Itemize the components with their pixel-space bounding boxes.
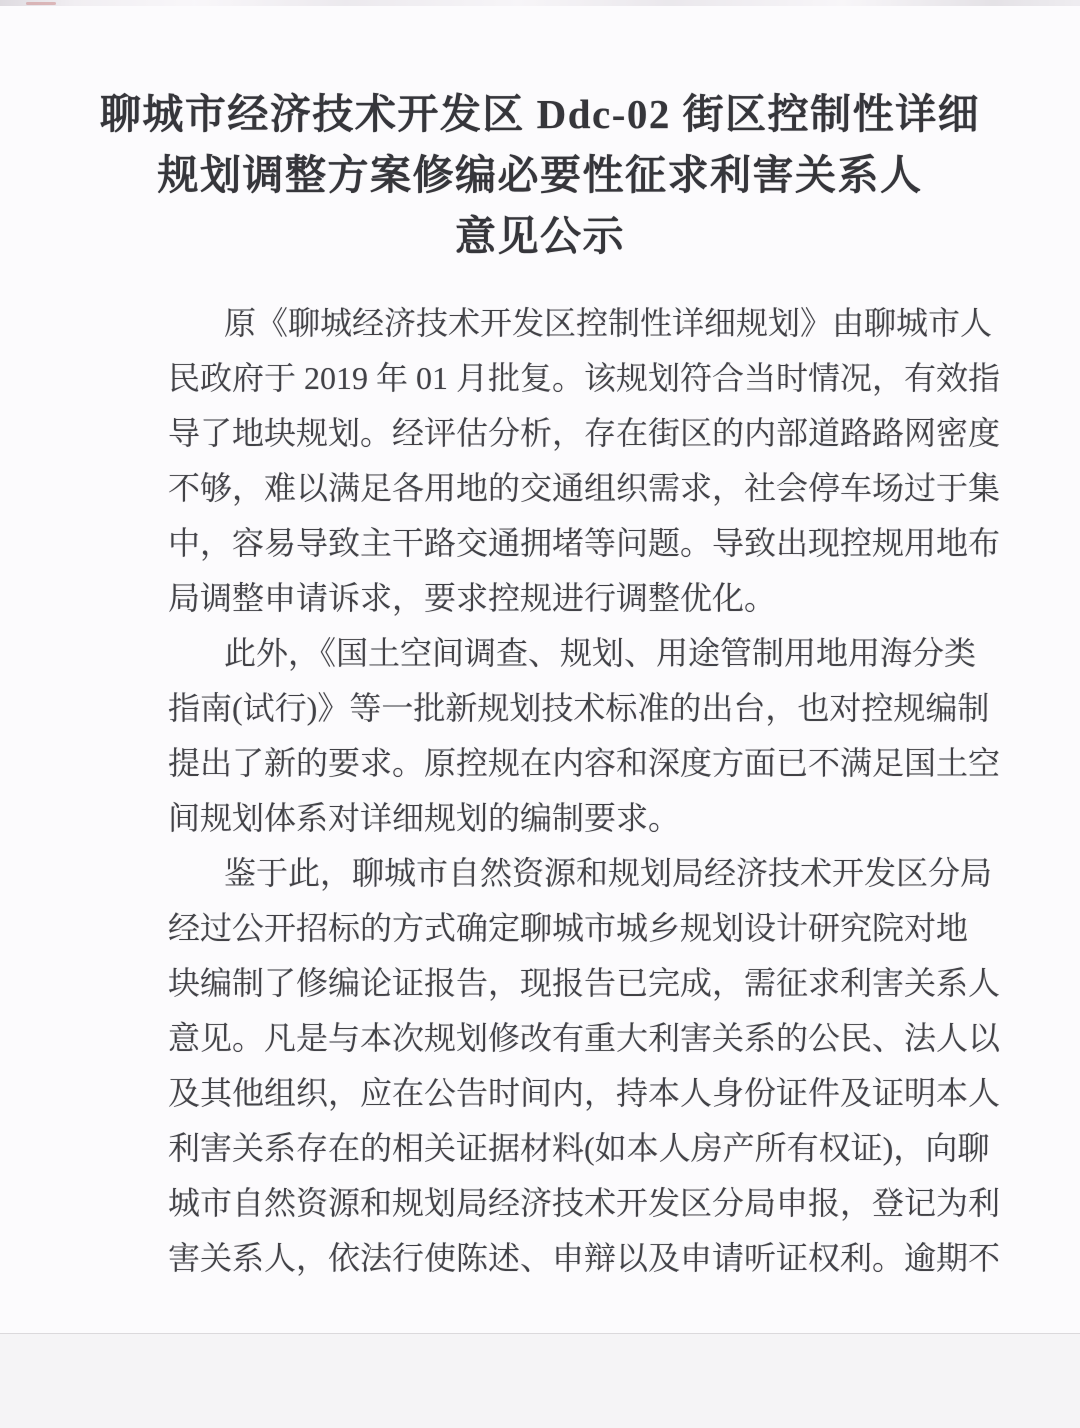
- text-line: 中，容易导致主干路交通拥堵等问题。导致出现控规用地布: [168, 525, 1001, 561]
- paragraph-1: [168, 296, 1001, 626]
- text-line: 害关系人，依法行使陈述、申辩以及申请听证权利。逾期不: [168, 1240, 1001, 1276]
- text-line: 此外，《国土空间调查、规划、用途管制用地用海分类: [224, 635, 977, 671]
- text-line: 间规划体系对详细规划的编制要求。: [168, 800, 681, 836]
- paragraph-3: [168, 846, 1001, 1286]
- document-body: [168, 296, 1001, 1286]
- paragraph-2: [168, 626, 1001, 846]
- text-line: 提出了新的要求。原控规在内容和深度方面已不满足国土空: [168, 745, 1001, 781]
- title-line-2: 规划调整方案修编必要性征求利害关系人: [157, 152, 923, 198]
- text-line: 导了地块规划。经评估分析，存在街区的内部道路路网密度: [168, 415, 1001, 451]
- text-line: 经过公开招标的方式确定聊城市城乡规划设计研究院对地: [168, 910, 969, 946]
- text-line: 民政府于 2019 年 01 月批复。该规划符合当时情况，有效指: [168, 360, 1001, 396]
- text-line: 块编制了修编论证报告，现报告已完成，需征求利害关系人: [168, 965, 1001, 1001]
- scan-edge-artifact: [0, 0, 1080, 6]
- notice-title: [80, 84, 1000, 267]
- text-line: 利害关系存在的相关证据材料(如本人房产所有权证)，向聊: [168, 1130, 990, 1166]
- text-line: 意见。凡是与本次规划修改有重大利害关系的公民、法人以: [168, 1020, 1001, 1056]
- text-line: 城市自然资源和规划局经济技术开发区分局申报，登记为利: [168, 1185, 1001, 1221]
- text-line: 鉴于此，聊城市自然资源和规划局经济技术开发区分局: [224, 855, 993, 891]
- text-line: 局调整申请诉求，要求控规进行调整优化。: [168, 580, 777, 616]
- text-line: 不够，难以满足各用地的交通组织需求，社会停车场过于集: [168, 470, 1001, 506]
- text-line: 指南(试行)》等一批新规划技术标准的出台，也对控规编制: [168, 690, 990, 726]
- scan-background-below-page: [0, 1334, 1080, 1428]
- text-line: 及其他组织，应在公告时间内，持本人身份证件及证明本人: [168, 1075, 1001, 1111]
- scan-red-mark-artifact: [26, 2, 56, 5]
- title-line-1: 聊城市经济技术开发区 Ddc-02 街区控制性详细: [99, 91, 981, 137]
- text-line: 原《聊城经济技术开发区控制性详细规划》由聊城市人: [224, 305, 993, 341]
- title-line-3: 意见公示: [455, 213, 625, 259]
